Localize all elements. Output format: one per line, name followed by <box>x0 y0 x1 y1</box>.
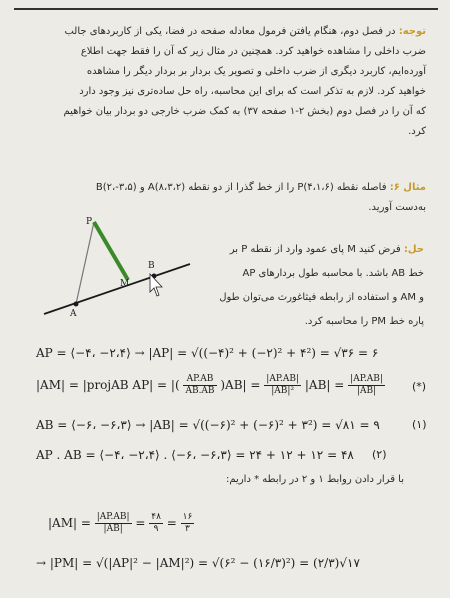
eq5-fraction-1: $\frac{|AP.AB|}{|AB|}$ <box>96 512 130 534</box>
solution-label: حل: <box>403 244 424 255</box>
solution-line-3: و AM و استفاده از رابطه فیثاغورث می‌توان طول <box>219 292 424 303</box>
line-ab <box>44 264 190 314</box>
note-line-4: خواهید کرد. لازم به تذکر است که برای این محاسبه، راه حل ساده‌تری نیز وجود دارد <box>79 86 426 97</box>
solution-text-1: فرض کنید M پای عمود وارد از نقطه P بر <box>229 244 401 255</box>
eq5-fraction-3: $\frac{۱۶}{۳}$ <box>182 512 193 534</box>
eq2-mid: )AB| = <box>220 378 261 392</box>
eq2-fraction-2: $\frac{|AP.AB|}{\text{|AB|²}}$ <box>266 374 300 396</box>
equation-number-1: (۱) <box>412 418 427 431</box>
substitution-text: با قرار دادن روابط ۱ و ۲ در رابطه * داریم: <box>226 474 404 485</box>
top-rule <box>14 8 438 10</box>
label-m: M <box>120 279 130 289</box>
note-line-5: که آن را در فصل دوم (بخش ۲-۱ صفحه ۳۷) به کمک ضرب خارجی دو بردار بیان خواهیم <box>63 106 426 117</box>
solution-line-1 <box>184 238 424 262</box>
point-a <box>74 302 79 307</box>
geometry-figure <box>36 212 196 322</box>
solution-paragraph <box>184 238 424 334</box>
note-line-3: آورده‌ایم، کاربرد دیگری از ضرب داخلی و تصویر یک بردار بر بردار دیگر را مشاهده <box>86 66 426 77</box>
eq5-equals-2: = <box>166 516 177 530</box>
label-a: A <box>70 309 77 319</box>
eq2-fraction-1: $\frac{AP.AB}{AB.AB}$ <box>185 374 215 396</box>
label-p: P <box>86 217 93 227</box>
solution-line-2: خط AB باشد. با محاسبه طول بردارهای AP <box>242 268 424 279</box>
equation-number-2: (۲) <box>372 448 387 461</box>
note-line-2: ضرب داخلی را مشاهده خواهید کرد. همچنین در مثال زیر که آن را فقط جهت اطلاع <box>80 46 426 57</box>
equation-dot-product: AP . AB = ⟨−۴، −۲،۴⟩ . ⟨−۶، −۶،۳⟩ = ۲۴ + ۱۲ + ۱۲ = ۴۸ <box>36 448 354 462</box>
note-line-1 <box>30 22 426 42</box>
segment-pm <box>94 222 128 280</box>
equation-pm-result: → |PM| = √(|AP|² − |AM|²) = √(۶² − (۱۶/۳)²) = (۲/۳)√۱۷ <box>36 556 360 570</box>
note-paragraph <box>30 22 426 142</box>
equation-ab: AB = ⟨−۶، −۶،۳⟩ → |AB| = √((−۶)² + (−۶)² + ۳²) = √۸۱ = ۹ <box>36 418 380 432</box>
label-b: B <box>148 261 155 271</box>
solution-line-4: پاره خط PM را محاسبه کرد. <box>304 316 424 327</box>
eq5-equals-1: = <box>135 516 146 530</box>
segment-ap <box>76 222 94 304</box>
eq2-left: |AM| = |projAB AP| = |( <box>36 378 180 392</box>
example-line-1 <box>30 178 426 198</box>
equation-number-star: (*) <box>412 380 427 393</box>
equation-am-result <box>48 512 194 535</box>
example-line-2: به‌دست آورید. <box>368 202 426 213</box>
note-label: توجه: <box>398 26 426 37</box>
example-text-1: فاصله نقطه P(۴،۱،۶) را از خط گذرا از دو نقطه A(۸،۳،۲) و B(۲،-۳،۵) <box>95 182 387 193</box>
eq2-fraction-3: $\frac{|AP.AB|}{|AB|}$ <box>350 374 383 396</box>
eq2-mid2: |AB| = <box>304 378 345 392</box>
note-text-1: در فصل دوم، هنگام یافتن فرمول معادله صفحه در فضا، یکی از کاربردهای جالب <box>64 26 396 37</box>
eq5-fraction-2: $\frac{۴۸}{۹}$ <box>151 512 161 534</box>
example-label: مثال ۶: <box>389 182 426 193</box>
eq5-left: |AM| = <box>48 516 91 530</box>
equation-ap: AP = ⟨−۴، −۲،۴⟩ → |AP| = √((−۴)² + (−۲)² + ۴²) = √۳۶ = ۶ <box>36 346 379 360</box>
note-line-6: کرد. <box>408 126 426 137</box>
equation-am-projection <box>36 374 385 397</box>
